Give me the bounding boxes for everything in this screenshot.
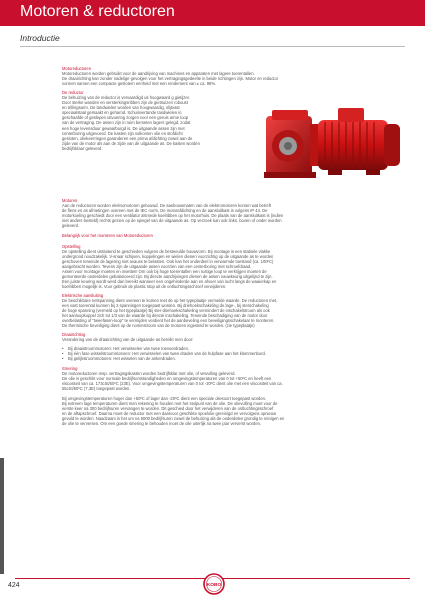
text-line: ondergrond noodzakelijk. V-snaar schijven, koppelingen en wielen dienen voorzichtig op de uitgaande as te worden [62,253,274,259]
page-header [0,0,425,26]
text-line: de olie te verversen. Om een goede smering te behouden moet de olie uiterlijk na twee jaar ververst worden. [62,421,262,427]
page-number: 424 [8,582,20,589]
text-line: het aanloopkoppel zich tot 1/3 van de waarde bij directe inschakeling. Teneinde beschadiging van de motor door [62,313,268,319]
text-line: Door sterke wanden en versterkingsribben zijn de gietnuizen robuust [62,100,188,106]
list-item: • Bij gelijkstroommotoren: Het wisselen van de ankerdraden. [62,356,406,361]
text-motoreductoren [62,71,406,86]
page-title: Motoren & reductoren [20,3,175,20]
logo-text: KOBO [206,582,222,588]
main-content [62,66,406,426]
heading-belangrijk: Belangrijk voor het monteren van Motoreductoren [62,233,153,239]
text-line: De beschikbare netspanning dient overeen te komen met de op het typeplaatje vermelde waarde. De reductoren met, [62,297,278,303]
text-line: geleverd. [62,223,80,229]
text-line: gevuld te worden. Naadzaam is het om na 5000 bedrijfsuren zowel de behuizing als de onderdelen grondig te reinigen en [62,415,285,421]
text-line: Aan de reductoren worden elektromotoren gebouwd. De aanbouwmaten van de elektromotoren komen wat betreft [62,203,271,209]
text-smering [62,371,406,427]
text-line: motorkoeling geschiedt door een ventilator alsmede koelribben op het motorhuis. De plaats van de aansluitkast is (indien [62,213,284,219]
text-line: De opstelling dient uitsluitend te geschieden volgens de besteeulde bouwvorm. Bij montage is een stabiele vlakke [62,248,271,254]
text-line: aangebracht worden. Tevens zijn de uitgaande assen voorzien van een centerboring met schroefdraad. [62,263,252,269]
list-item: • Bij één fase wisselstroommotoren: Het verwisselen van twee draden van de hulpfase aan het klemmenbord. [62,351,406,356]
text-line: Motoreductoren worden gebruikt voor de aandrijving van machines en apparaten met lagere toerentallen. [62,71,255,77]
text-line: De olie is geschikt voor normale bedrijfsomstandigheden en omgevingstemperaturen van 0 tot +50ºC en heeft een [62,375,272,381]
text-line: De behuizing van de reductor is vervaardigd uit hoogwaard g gietijzer. [62,95,190,101]
text-line: niet anders besteld) rechts gezien op de spiegel van de uitgaande as. Op verzoek kan ook links, boven of onder worden [62,218,282,224]
text-line: speciaalstaal gemaakt en geharnd. Schuinvertande tandwielen in [62,110,182,116]
gear-motor-image [258,86,408,196]
text-reductor [62,95,245,151]
text-line: De thermische beveiliging dient op de nominstroom van de motoren ingesteld te worden. (zie typeplaatje) [62,323,255,329]
heading-motoren: Motoren [62,198,78,204]
text-line: eerste keer na 300 bedrijfsuren vervangen te worden. Dit geschied door het verwijderen van de ontluchtingsschroef [62,405,274,411]
text-aansluiting [62,298,406,328]
kobo-logo [203,573,225,595]
text-line: van de vertraging. De assen zijn in ruim bemeten lagers gelegd, zodat [62,120,191,126]
heading-draairichting: Draairichting [62,332,86,338]
text-line: Bij omgevingstemperaturen hoger dan +50ºC of lager dan -20ºC dient een speciale oliesoort toegepast worden. [62,395,267,401]
text-opstelling [62,249,406,289]
text-line: en de aftapschroef. Daarna moet de reductor met een daarvoor geschikte spoelolie gereinigd en vervolgens opnieuw [62,410,277,416]
heading-opstelling: Opstelling [62,243,81,249]
text-line: gemonteerde onderdelen gebalanceerd zijn. Bij directe aandrijvingen dienen de assen nauwkeurig uitgelijnd te zijn. [62,273,273,279]
text-line: koelribben mogelijk is. Voor gebruik de plastic stop uit de ontluchtingsschroef verwijderen. [62,283,227,289]
heading-smering: Smering [62,365,78,371]
text-line: zijde van de motor als aan de zijde van de uitgaande as. De kasten worden [62,140,200,146]
text-line: de flens en as afmetingen overeen met de IEC norm. De motorafdichting en de aansluitkast is volgens IP 44. De [62,208,268,214]
side-tab [0,458,4,574]
text-line: geschoven teneinde de lagering niet avauss te belasten. Ook kan het onderdeel in verwarmde toestand (ca. 100ºC) [62,258,274,264]
text-line: Assen voor montage moeten en invetten! Om ook bij hoge toerentallen een rustige loop te verkrijgen moeten de [62,268,267,274]
heading-reductor: De reductor [62,90,84,96]
text-line: centerboring uitgevoerd. De kasten zijn volkomen olie en stofdicht [62,130,183,136]
section-subtitle: Introductie [20,33,60,43]
text-line: overbelasting of "tweefasen-loop" te vermijden verdient het de aanbeveling een beveiligingsschakelaar te monteren. [62,318,275,324]
text-line: bedrijfsklaar geleverd. [62,145,103,151]
text-line: een hoge levensduur gewaarborgd is. De uitgaande assen zijn met [62,125,185,131]
text-line: een vast toerental kunnen bij 2 spanningen toegepast worden. Bij driehoekschakeling de lage-, bij sterschakeling [62,303,269,309]
text-line: De motoreductoren resp. vertragingskasten worden bedrijfsklar met olie, of vetvulling geleverd. [62,370,236,376]
text-line: 55cSt/50ºC (7,3E) toegepast worden. [62,385,131,391]
text-line: geschaafde of geslepen uitvoering zorgen voor een geruis arme loop [62,115,189,121]
text-line: viscositeit van ca. 173cSt/50ºC (23E). Voor omgevingstemperaturen van 0 tot -20ºC dient olie met een viscositeit van ca. [62,380,283,386]
text-line: en trillingsarm. De tandwielen worden van hoogwaardig, slijtvast [62,105,180,111]
reductor-section [62,90,406,198]
draairichting-list [62,346,406,361]
text-motoren [62,203,406,228]
heading-motoreductoren: Motoreductoren [62,66,92,71]
text-line: Bij extreem lage temperaturen dient men rekening te houden met het stolpunt van de olie. De olievulling moet voor de [62,400,278,406]
text-line: gesloten, oliekeerringen garanderen een prima afdichting zowel aan de [62,135,193,141]
text-line: Een juiste keuring wordt werd dan bereikt wanneer een ongehinderde aan en afvoer van lucht langs de waaierkap en [62,278,277,284]
text-line: De draairichting kan zonder nadelige gevolgen voor het vertragingsgedeelte in beide richtingen zijn. Motor en reductor [62,76,279,82]
list-item: • Bij draaistroommotoren: Het verwisselen van twee toevoerdraden. [62,346,406,351]
divider [20,46,405,47]
text-line: vormen samen een compacte geslotern eenheid met een rendement van ± ca. 98%. [62,81,217,87]
draairichting-intro: Verandering van de draairichting van de uitgaande as bereikt men door: [62,337,194,343]
heading-aansluiting: Elektrische aansluiting [62,292,104,298]
text-line: de hoge spanning (vermeld op het typeplaatje) Bij ster-driehoekschakeling vermindert de inschakelstroom als ook [62,308,270,314]
